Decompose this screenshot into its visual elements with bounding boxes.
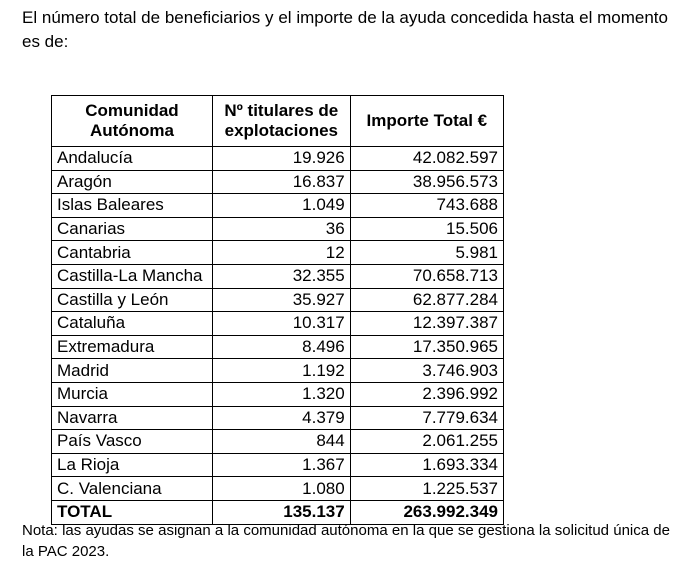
- header-titulares: Nº titulares de explotaciones: [212, 96, 350, 147]
- cell-importe: 38.956.573: [350, 170, 503, 194]
- total-label: TOTAL: [52, 500, 213, 524]
- table-row: [52, 406, 504, 430]
- cell-titulares: 35.927: [212, 288, 350, 312]
- cell-region: Castilla y León: [52, 288, 213, 312]
- cell-titulares: 1.080: [212, 477, 350, 501]
- intro-paragraph: El número total de beneficiarios y el importe de la ayuda concedida hasta el momento es de:: [22, 8, 668, 51]
- cell-importe: 70.658.713: [350, 264, 503, 288]
- cell-region: Cataluña: [52, 312, 213, 336]
- table-row: [52, 453, 504, 477]
- cell-titulares: 1.367: [212, 453, 350, 477]
- cell-region: Cantabria: [52, 241, 213, 265]
- cell-importe: 62.877.284: [350, 288, 503, 312]
- cell-titulares: 12: [212, 241, 350, 265]
- cell-titulares: 16.837: [212, 170, 350, 194]
- cell-region: Murcia: [52, 382, 213, 406]
- table-header-row: [52, 96, 504, 147]
- table-row: [52, 430, 504, 454]
- cell-importe: 17.350.965: [350, 335, 503, 359]
- footnote: Nota: las ayudas se asignan a la comunidad autónoma en la que se gestiona la solicitud única de la PAC 2023.: [22, 522, 670, 560]
- table-row: [52, 194, 504, 218]
- cell-region: Navarra: [52, 406, 213, 430]
- table-row: [52, 288, 504, 312]
- cell-titulares: 844: [212, 430, 350, 454]
- cell-titulares: 36: [212, 217, 350, 241]
- cell-region: Castilla-La Mancha: [52, 264, 213, 288]
- cell-titulares: 4.379: [212, 406, 350, 430]
- cell-importe: 2.061.255: [350, 430, 503, 454]
- cell-titulares: 8.496: [212, 335, 350, 359]
- cell-importe: 743.688: [350, 194, 503, 218]
- table-row: [52, 312, 504, 336]
- cell-titulares: 19.926: [212, 147, 350, 171]
- cell-region: Islas Baleares: [52, 194, 213, 218]
- cell-region: Andalucía: [52, 147, 213, 171]
- cell-importe: 12.397.387: [350, 312, 503, 336]
- table-row: [52, 241, 504, 265]
- table-row: [52, 359, 504, 383]
- cell-importe: 3.746.903: [350, 359, 503, 383]
- cell-titulares: 10.317: [212, 312, 350, 336]
- cell-importe: 1.693.334: [350, 453, 503, 477]
- cell-titulares: 1.320: [212, 382, 350, 406]
- cell-region: C. Valenciana: [52, 477, 213, 501]
- header-importe: Importe Total €: [350, 96, 503, 147]
- table-row: [52, 335, 504, 359]
- cell-region: Madrid: [52, 359, 213, 383]
- table-row: [52, 147, 504, 171]
- table-row: [52, 382, 504, 406]
- cell-importe: 7.779.634: [350, 406, 503, 430]
- table-row: [52, 170, 504, 194]
- cell-titulares: 1.192: [212, 359, 350, 383]
- header-comunidad: Comunidad Autónoma: [52, 96, 213, 147]
- table-row: [52, 264, 504, 288]
- total-importe: 263.992.349: [350, 500, 503, 524]
- table-row: [52, 477, 504, 501]
- table-row: [52, 217, 504, 241]
- cell-importe: 15.506: [350, 217, 503, 241]
- cell-importe: 1.225.537: [350, 477, 503, 501]
- cell-titulares: 1.049: [212, 194, 350, 218]
- cell-importe: 42.082.597: [350, 147, 503, 171]
- cell-region: Aragón: [52, 170, 213, 194]
- cell-titulares: 32.355: [212, 264, 350, 288]
- beneficiaries-table: [51, 95, 504, 525]
- total-titulares: 135.137: [212, 500, 350, 524]
- cell-region: Extremadura: [52, 335, 213, 359]
- cell-importe: 2.396.992: [350, 382, 503, 406]
- cell-region: La Rioja: [52, 453, 213, 477]
- cell-importe: 5.981: [350, 241, 503, 265]
- cell-region: Canarias: [52, 217, 213, 241]
- cell-region: País Vasco: [52, 430, 213, 454]
